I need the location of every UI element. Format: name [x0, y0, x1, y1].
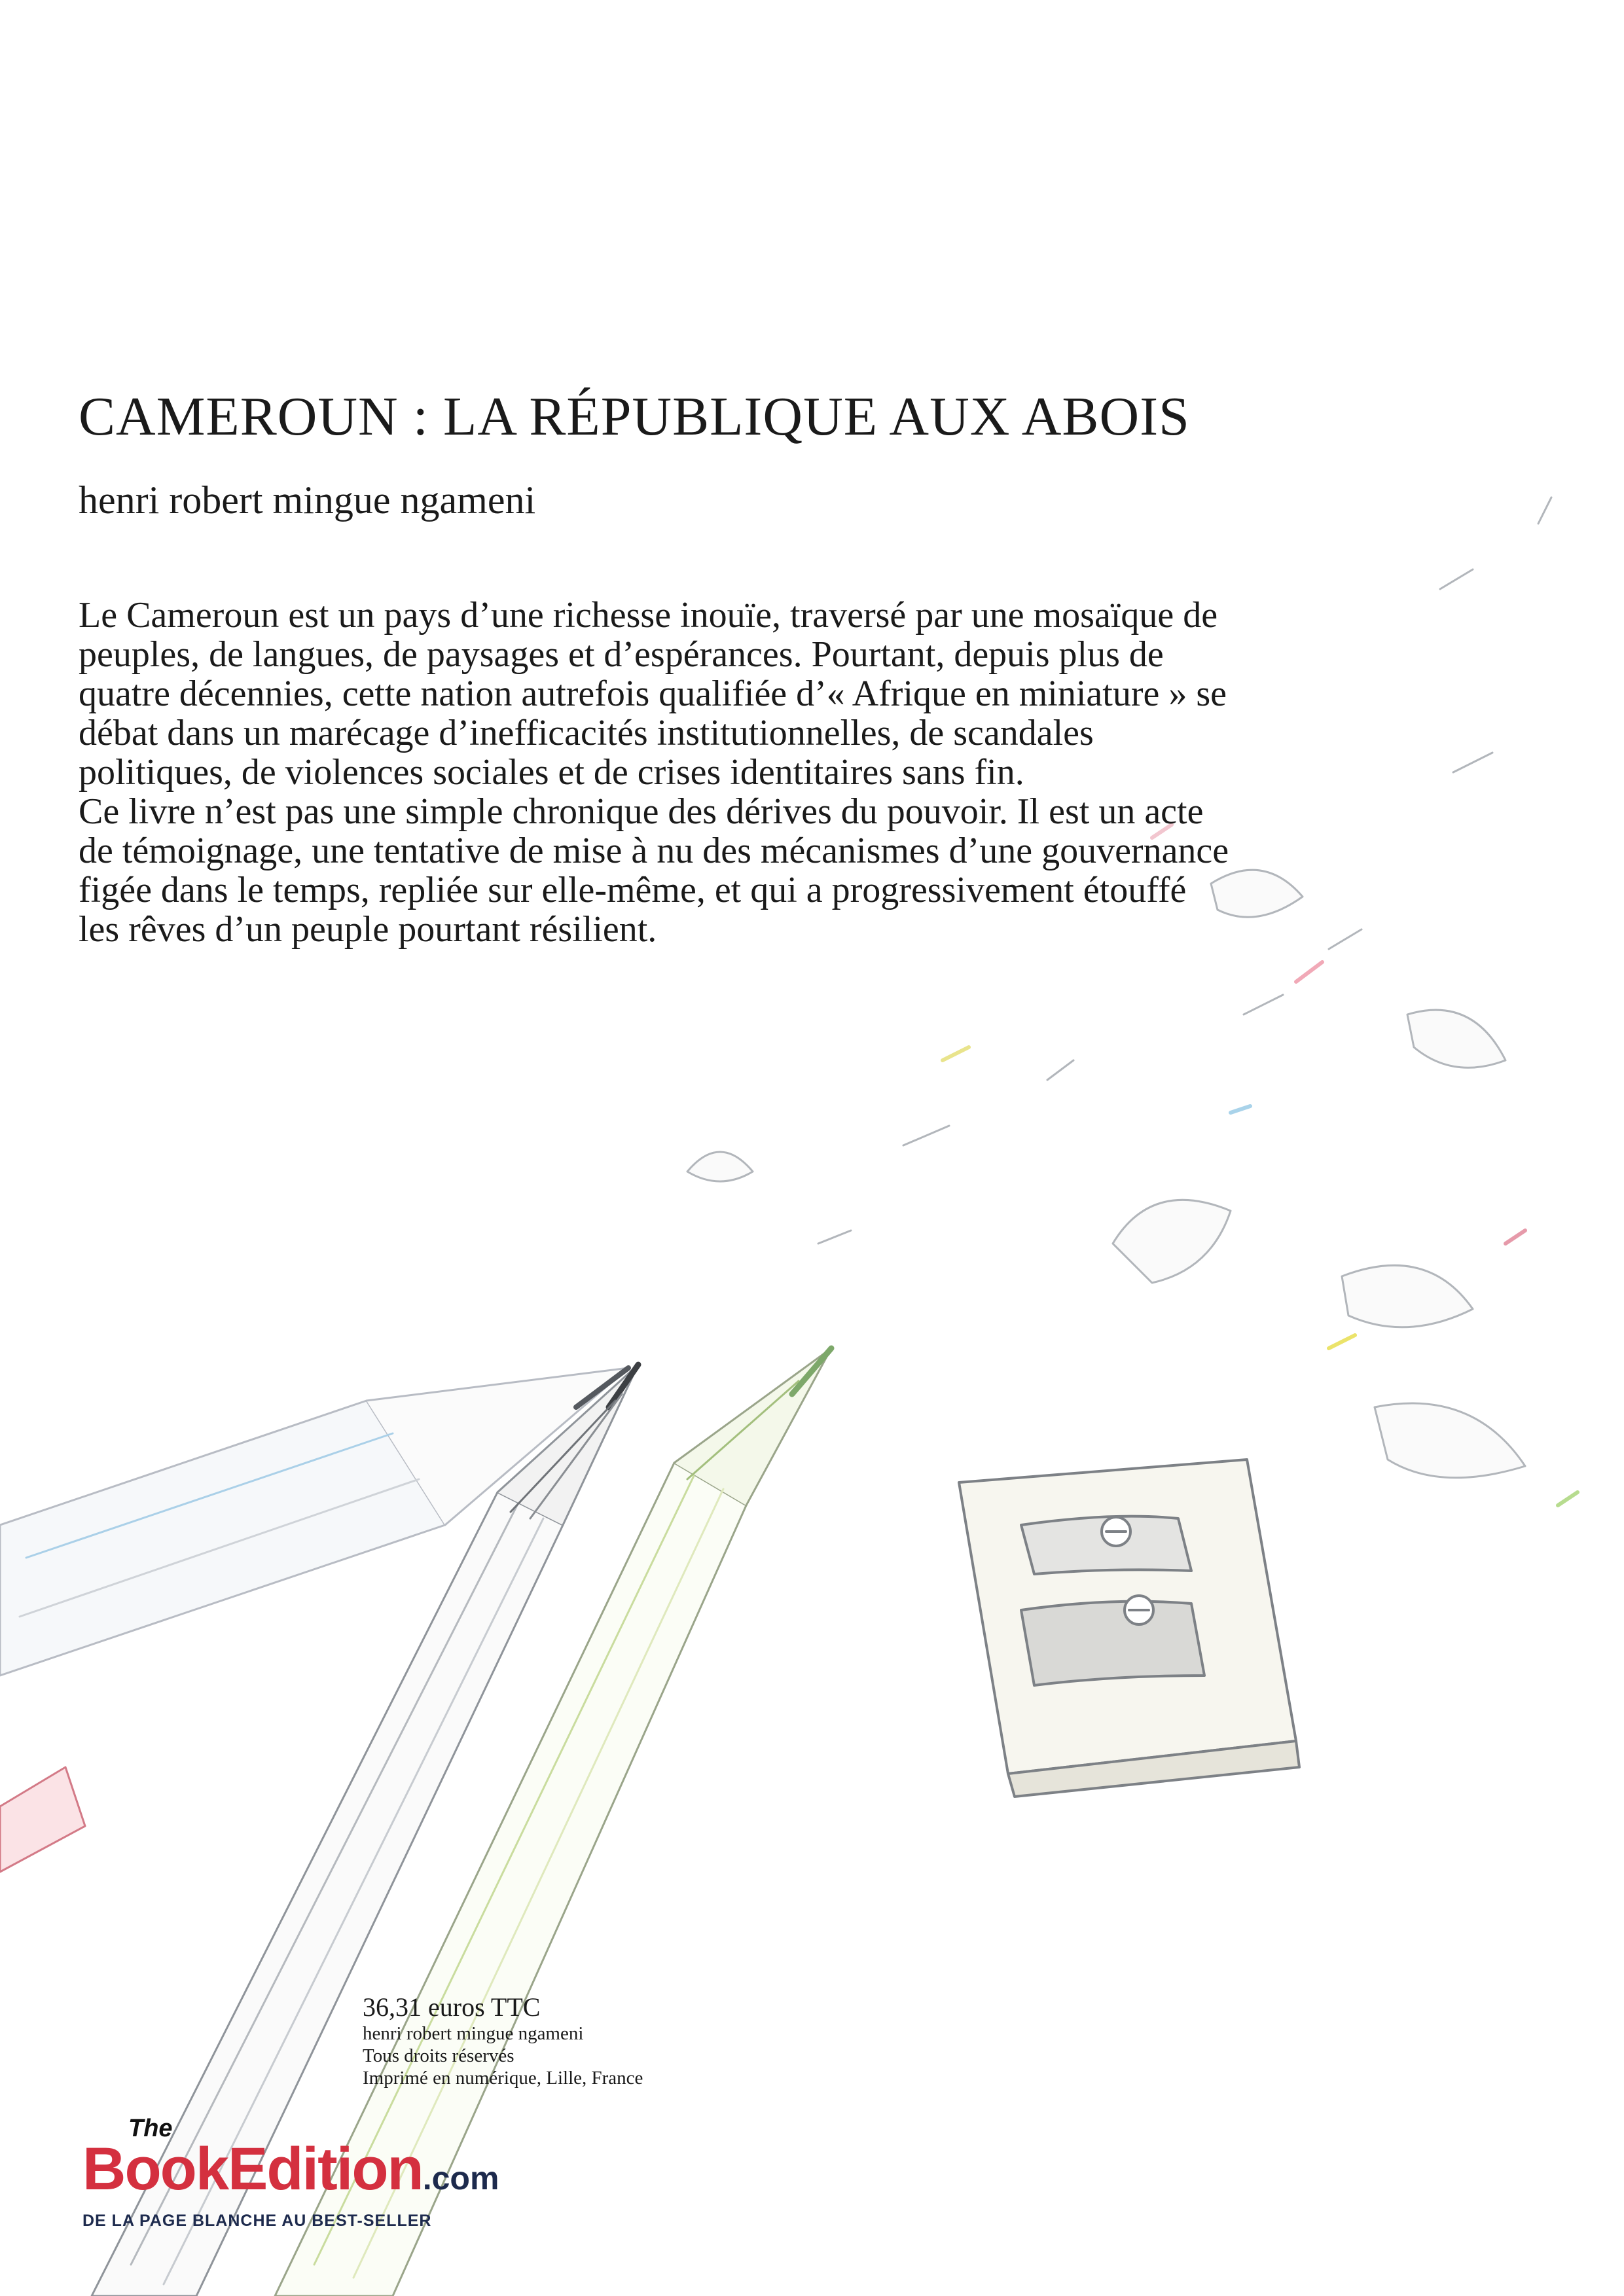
synopsis-paragraph: Le Cameroun est un pays d’une richesse inouïe, traversé par une mosaïque de peuples, de langues, de paysages et d’espérances. Pourtant, depuis plus de quatre décennies, cette nation autrefois qualifiée d’« Afrique en miniature » se débat dans un marécage d’inefficacités institutionnelles, de scandales politiques, de violences sociales et de crises identitaires sans fin.: [79, 595, 1227, 793]
logo-the: The: [128, 2115, 173, 2142]
logo-brand: [82, 2138, 499, 2210]
imprint-block: [363, 1992, 643, 2089]
book-title: CAMEROUN : LA RÉPUBLIQUE AUX ABOIS: [79, 386, 1190, 447]
logo-domain: .com: [422, 2160, 499, 2197]
book-author: henri robert mingue ngameni: [79, 478, 536, 522]
imprint-author: henri robert mingue ngameni: [363, 2023, 584, 2044]
price-label: 36,31 euros TTC: [363, 1992, 541, 2022]
printing-notice: Imprimé en numérique, Lille, France: [363, 2068, 643, 2089]
synopsis-paragraph: Ce livre n’est pas une simple chronique des dérives du pouvoir. Il est un acte de témoignage, une tentative de mise à nu des mécanismes d’une gouvernance figée dans le temps, repliée sur elle-même, et qui a progressivement étouffé les rêves d’un peuple pourtant résilient.: [79, 791, 1229, 950]
logo-tagline: DE LA PAGE BLANCHE AU BEST-SELLER: [82, 2212, 432, 2230]
book-synopsis: [79, 596, 1231, 949]
publisher-logo: [82, 2115, 499, 2231]
pencil-sharpener-icon: [959, 1460, 1299, 1797]
rights-notice: Tous droits réservés: [363, 2045, 514, 2066]
logo-brand-name: BookEdition: [82, 2136, 423, 2202]
